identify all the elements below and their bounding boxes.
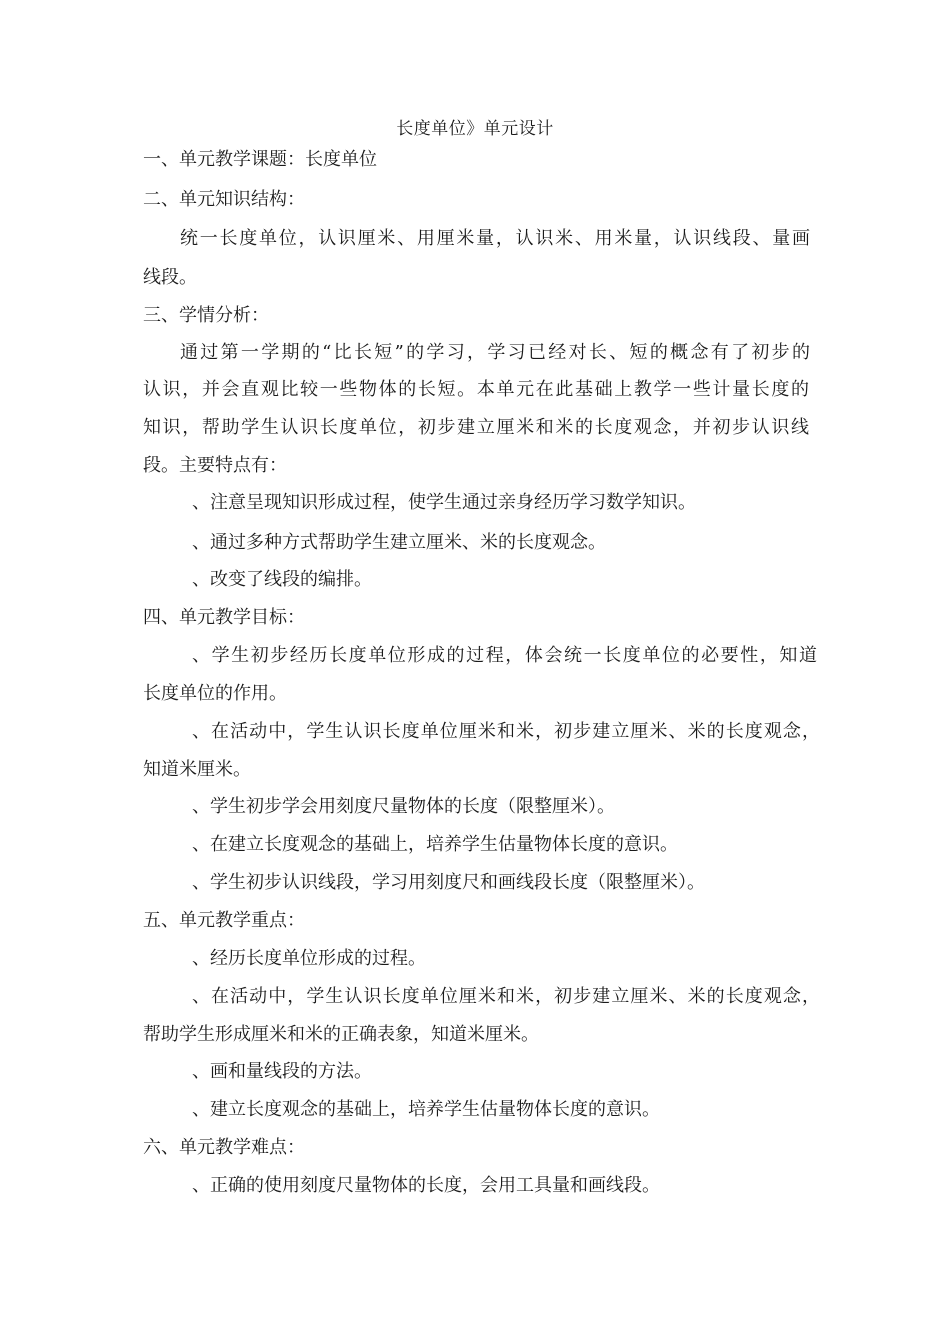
paragraph-line: 统一长度单位，认识厘米、用厘米量，认识米、用米量，认识线段、量画: [180, 228, 810, 249]
list-item: 、正确的使用刻度尺量物体的长度，会用工具量和画线段。: [192, 1175, 660, 1196]
list-item: 、改变了线段的编排。: [192, 569, 372, 590]
heading-key-points: 五、单元教学重点：: [143, 910, 305, 931]
list-item: 、注意呈现知识形成过程，使学生通过亲身经历学习数学知识。: [192, 492, 696, 513]
paragraph-line: 通过第一学期的“比长短”的学习，学习已经对长、短的概念有了初步的: [180, 342, 810, 363]
list-item-continuation: 帮助学生形成厘米和米的正确表象，知道米厘米。: [143, 1024, 539, 1045]
list-item: 、建立长度观念的基础上，培养学生估量物体长度的意识。: [192, 1099, 660, 1120]
list-item: 、经历长度单位形成的过程。: [192, 948, 426, 969]
heading-difficulties: 六、单元教学难点：: [143, 1137, 305, 1158]
list-item-continuation: 知道米厘米。: [143, 759, 251, 780]
heading-teaching-goals: 四、单元教学目标：: [143, 607, 305, 628]
list-item: 、学生初步学会用刻度尺量物体的长度（限整厘米）。: [192, 796, 615, 817]
list-item: 、在活动中，学生认识长度单位厘米和米，初步建立厘米、米的长度观念，: [192, 721, 820, 742]
list-item: 、在建立长度观念的基础上，培养学生估量物体长度的意识。: [192, 834, 678, 855]
paragraph-line: 段。主要特点有：: [143, 455, 287, 476]
list-item-continuation: 长度单位的作用。: [143, 683, 287, 704]
list-item: 、通过多种方式帮助学生建立厘米、米的长度观念。: [192, 532, 606, 553]
list-item: 、学生初步认识线段，学习用刻度尺和画线段长度（限整厘米）。: [192, 872, 705, 893]
document-title: 长度单位》单元设计: [396, 119, 554, 139]
list-item: 、在活动中，学生认识长度单位厘米和米，初步建立厘米、米的长度观念，: [192, 986, 820, 1007]
paragraph-line: 线段。: [143, 267, 197, 288]
heading-knowledge-structure: 二、单元知识结构：: [143, 189, 305, 210]
list-item: 、学生初步经历长度单位形成的过程，体会统一长度单位的必要性，知道: [192, 645, 817, 666]
list-item: 、画和量线段的方法。: [192, 1061, 372, 1082]
paragraph-line: 知识，帮助学生认识长度单位，初步建立厘米和米的长度观念，并初步认识线: [143, 417, 809, 438]
heading-learner-analysis: 三、学情分析：: [143, 305, 269, 326]
paragraph-line: 认识，并会直观比较一些物体的长短。本单元在此基础上教学一些计量长度的: [143, 379, 809, 400]
heading-topic: 一、单元教学课题：长度单位: [143, 149, 377, 170]
